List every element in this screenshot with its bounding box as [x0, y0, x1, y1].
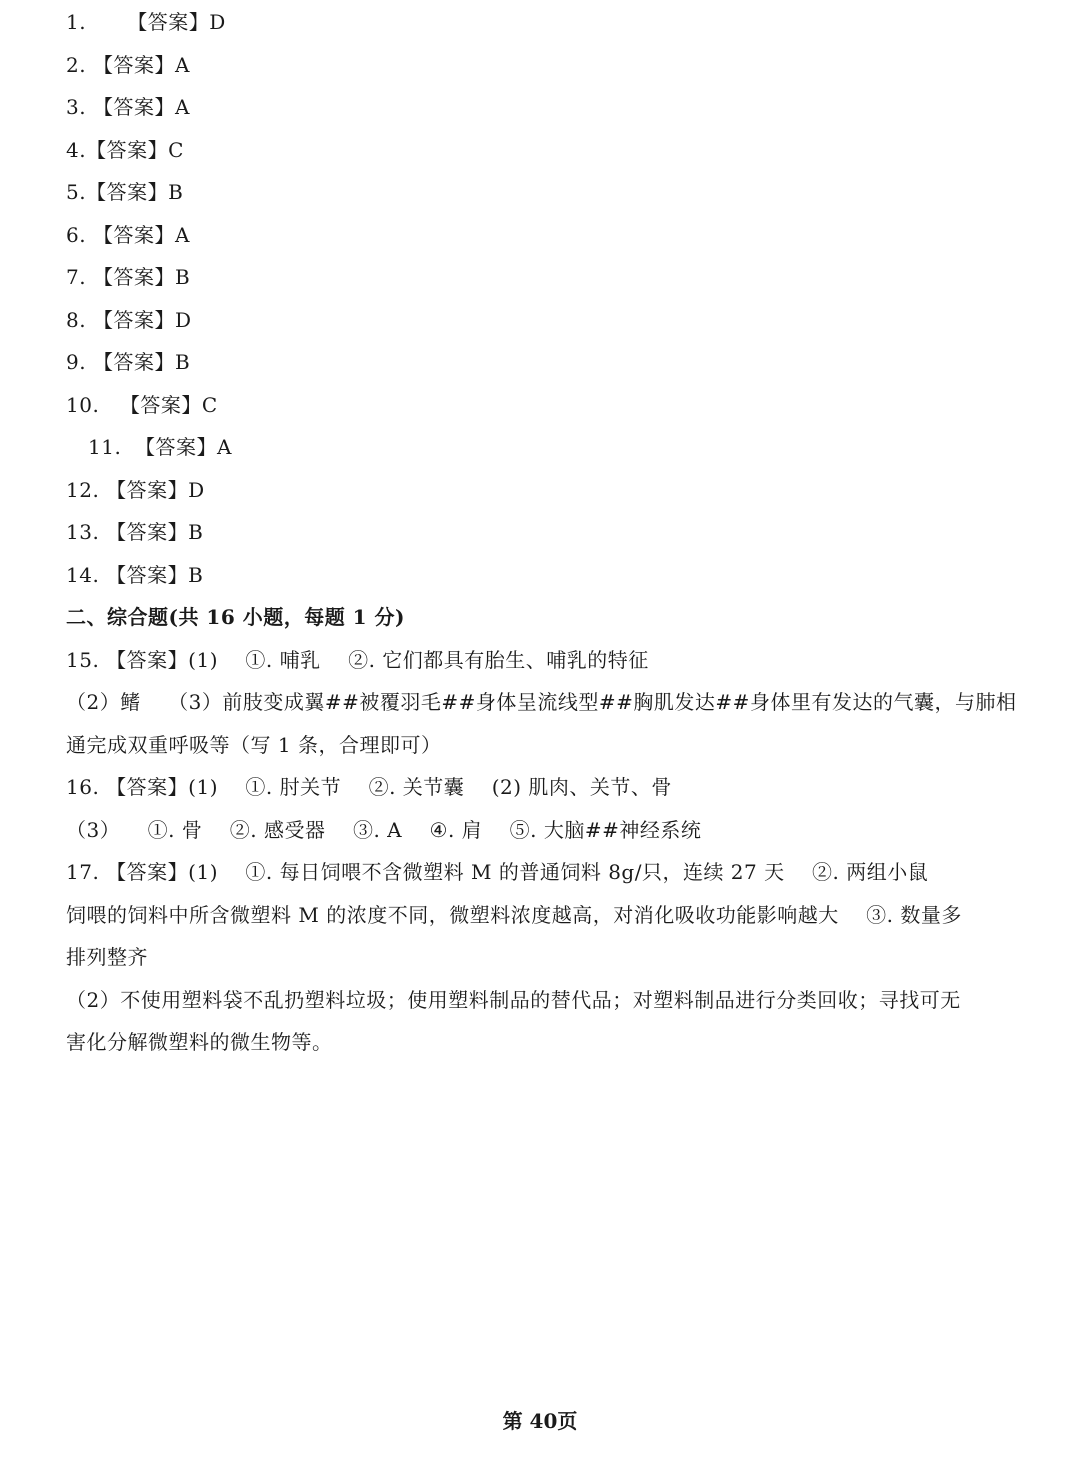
q15-line-2: （2）鳍 （3）前肢变成翼##被覆羽毛##身体呈流线型##胸肌发达##身体里有发达的气囊，与肺相: [66, 690, 1017, 714]
answer-line-14: 14. 【答案】B: [66, 563, 204, 587]
q15-line-1: 15. 【答案】(1) ①. 哺乳 ②. 它们都具有胎生、哺乳的特征: [66, 648, 649, 672]
answer-line-10: 10. 【答案】C: [66, 393, 218, 417]
answer-line-12: 12. 【答案】D: [66, 478, 205, 502]
page-number: 第 40页: [502, 1409, 578, 1433]
answer-line-9: 9. 【答案】B: [66, 350, 191, 374]
answer-line-2: 2. 【答案】A: [66, 53, 190, 77]
answer-line-4: 4.【答案】C: [66, 138, 184, 162]
answer-line-5: 5.【答案】B: [66, 180, 184, 204]
q15-line-3: 通完成双重呼吸等（写 1 条，合理即可）: [66, 733, 442, 757]
answer-line-3: 3. 【答案】A: [66, 95, 190, 119]
answer-line-7: 7. 【答案】B: [66, 265, 191, 289]
q17-line-5: 害化分解微塑料的微生物等。: [66, 1030, 333, 1054]
answer-line-8: 8. 【答案】D: [66, 308, 192, 332]
q17-line-2: 饲喂的饲料中所含微塑料 M 的浓度不同，微塑料浓度越高，对消化吸收功能影响越大 ③. 数量多: [66, 903, 962, 927]
answer-line-11: 11. 【答案】A: [88, 435, 232, 459]
q17-line-1: 17. 【答案】(1) ①. 每日饲喂不含微塑料 M 的普通饲料 8g/只，连续 27 天 ②. 两组小鼠: [66, 860, 929, 884]
answer-line-6: 6. 【答案】A: [66, 223, 190, 247]
q16-line-1: 16. 【答案】(1) ①. 肘关节 ②. 关节囊 (2) 肌肉、关节、骨: [66, 775, 672, 799]
q16-line-2: （3） ①. 骨 ②. 感受器 ③. A ④. 肩 ⑤. 大脑##神经系统: [66, 818, 702, 842]
q17-line-3: 排列整齐: [66, 945, 148, 969]
q17-line-4: （2）不使用塑料袋不乱扔塑料垃圾；使用塑料制品的替代品；对塑料制品进行分类回收；寻找可无: [66, 988, 961, 1012]
answer-line-1: 1. 【答案】D: [66, 10, 226, 34]
answer-line-13: 13. 【答案】B: [66, 520, 204, 544]
section-title: 二、综合题(共 16 小题，每题 1 分): [66, 605, 406, 629]
